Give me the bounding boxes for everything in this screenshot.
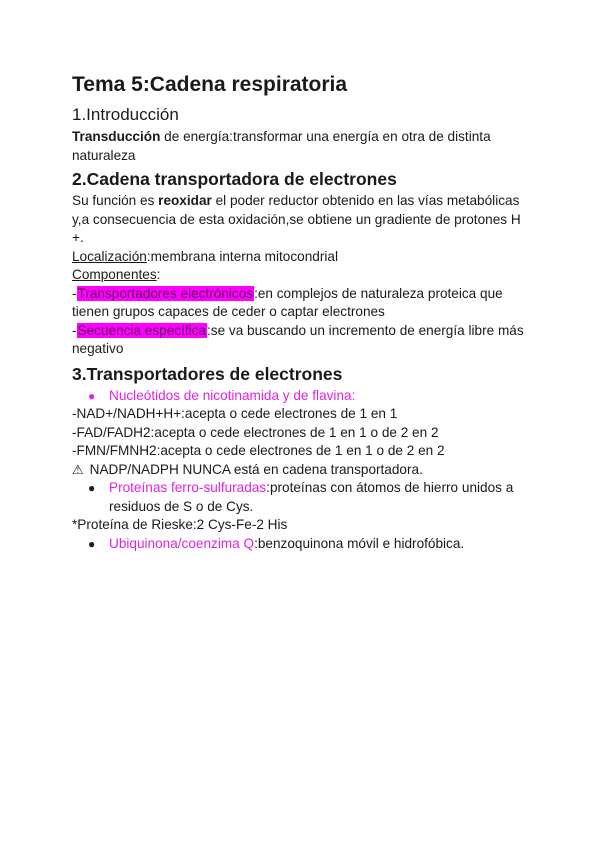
bullet-icon: ●: [88, 536, 96, 551]
bullet-icon: ●: [88, 388, 96, 403]
term-reoxidar: reoxidar: [158, 193, 212, 208]
location-text: :membrana interna mitocondrial: [146, 248, 338, 264]
section-3-heading: 3.Transportadores de electrones: [72, 363, 343, 384]
document-page: [72, 72, 532, 553]
location-line: [72, 248, 532, 267]
bullet-list-2: [72, 479, 532, 516]
function-text-b: el poder reductor obtenido en las vías metabólicas y,a consecuencia de esta oxidación,se obtiene un gradiente de protones H +.: [72, 193, 521, 245]
highlight-secuencia: Secuencia específica: [77, 322, 206, 338]
rieske-line: *Proteína de Rieske:2 Cys-Fe-2 His: [72, 517, 288, 532]
location-label: Localización: [72, 248, 147, 264]
components-line: [72, 266, 532, 285]
highlight-transportadores: Transportadores electrónicos: [77, 285, 254, 301]
section-1-paragraph: [72, 128, 532, 165]
warning-line: [72, 461, 532, 480]
components-colon: :: [156, 267, 161, 282]
fad-line: -FAD/FADH2:acepta o cede electrones de 1 en 1 o de 2 en 2: [72, 424, 439, 440]
section-1-heading: 1.Introducción: [72, 105, 179, 124]
list-item: [72, 479, 532, 516]
term-transduccion: Transducción: [72, 129, 161, 144]
list-item: [72, 387, 532, 406]
dash: -: [72, 322, 77, 338]
component-secuencia: [72, 322, 532, 359]
components-label: Componentes: [72, 267, 157, 282]
page-title: Tema 5:Cadena respiratoria: [72, 73, 348, 96]
function-paragraph: [72, 192, 532, 248]
fmn-line: -FMN/FMNH2:acepta o cede electrones de 1 en 1 o de 2 en 2: [72, 443, 445, 458]
ubiquinona-text: :benzoquinona móvil e hidrofóbica.: [254, 535, 465, 551]
ubiquinona-label: Ubiquinona/coenzima Q: [109, 535, 255, 551]
ferro-sulfuradas-text: :proteínas con átomos de hierro unidos a residuos de S o de Cys.: [109, 480, 514, 514]
bullet-icon: ●: [88, 481, 96, 495]
function-text-a: Su función es: [72, 193, 159, 208]
bullet-list-1: [72, 387, 532, 406]
term-definition: de energía:transformar una energía en otra de distinta naturaleza: [72, 129, 491, 163]
dash: -: [72, 285, 77, 301]
bullet-list-3: [72, 535, 532, 554]
transportadores-text: :en complejos de naturaleza proteica que tienen grupos capaces de ceder o captar electrones: [72, 285, 503, 319]
section-2-heading: 2.Cadena transportadora de electrones: [72, 169, 397, 189]
warning-icon: ⚠: [72, 461, 84, 477]
list-item: [72, 535, 532, 554]
nad-line: -NAD+/NADH+H+:acepta o cede electrones de 1 en 1: [72, 406, 398, 421]
nucleotidos-label: Nucleótidos de nicotinamida y de flavina:: [109, 387, 356, 403]
secuencia-text: :se va buscando un incremento de energía libre más negativo: [72, 322, 524, 356]
warning-text: NADP/NADPH NUNCA está en cadena transportadora.: [89, 461, 423, 477]
ferro-sulfuradas-label: Proteínas ferro-sulfuradas: [109, 480, 267, 495]
component-transportadores: [72, 285, 532, 322]
